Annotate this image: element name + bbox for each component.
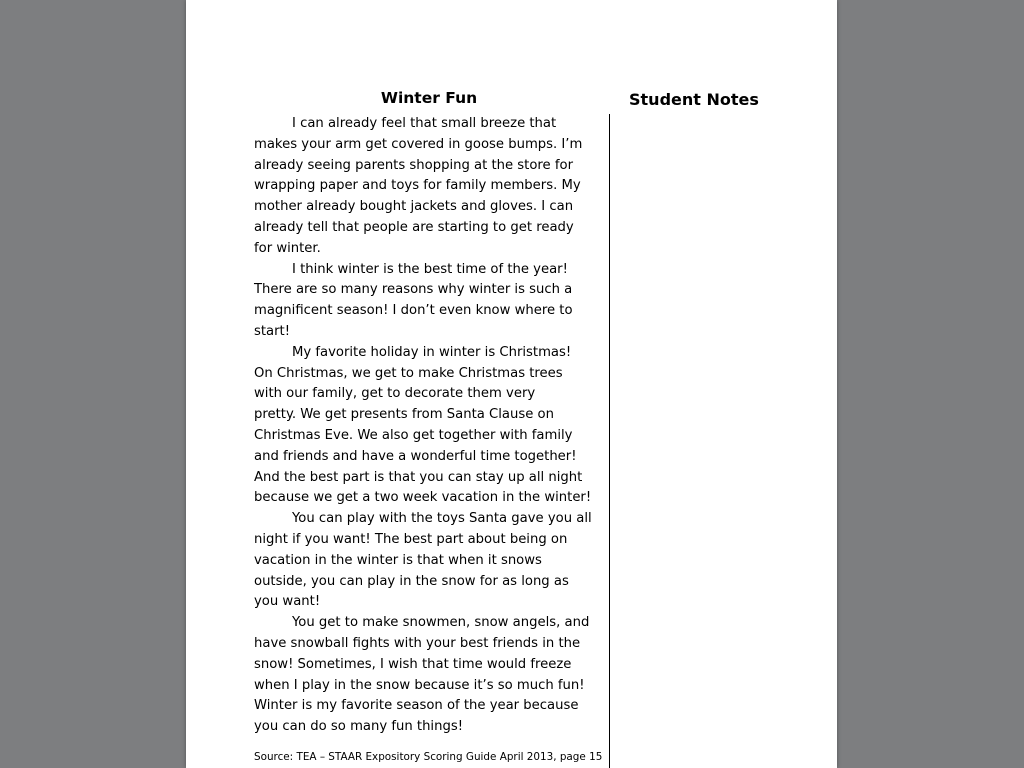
essay-line: You get to make snowmen, snow angels, and [292, 615, 590, 631]
essay-line: I think winter is the best time of the year! [292, 261, 568, 277]
paragraph-5 [254, 613, 606, 738]
essay-line: because we get a two week vacation in the winter! [254, 490, 592, 506]
essay-line: My favorite holiday in winter is Christmas! [292, 344, 572, 360]
essay-line: already seeing parents shopping at the store for [254, 157, 573, 173]
paragraph-3 [254, 343, 606, 509]
essay-line: makes your arm get covered in goose bumps. I’m [254, 136, 583, 152]
essay-line: And the best part is that you can stay up all night [254, 469, 583, 485]
essay-line: vacation in the winter is that when it snows [254, 552, 542, 568]
essay-line: Winter is my favorite season of the year because [254, 698, 579, 714]
paragraph-4 [254, 509, 606, 613]
essay-line: snow! Sometimes, I wish that time would freeze [254, 656, 572, 672]
student-notes-title: Student Notes [629, 90, 759, 109]
essay-line: There are so many reasons why winter is such a [254, 282, 573, 298]
essay-line: you can do so many fun things! [254, 719, 463, 735]
essay-line: mother already bought jackets and gloves. I can [254, 199, 574, 215]
essay-body [254, 114, 606, 738]
essay-line: pretty. We get presents from Santa Clause on [254, 407, 554, 423]
essay-line: when I play in the snow because it’s so much fun! [254, 677, 585, 693]
source-citation: Source: TEA – STAAR Expository Scoring Guide April 2013, page 15 [254, 751, 603, 763]
essay-line: you want! [254, 594, 321, 610]
essay-line: I can already feel that small breeze that [292, 116, 557, 131]
paragraph-2 [254, 260, 606, 343]
essay-line: and friends and have a wonderful time together! [254, 448, 577, 464]
paragraph-1 [254, 114, 606, 260]
essay-title: Winter Fun [380, 89, 478, 107]
essay-line: night if you want! The best part about being on [254, 531, 568, 547]
essay-line: with our family, get to decorate them very [254, 386, 536, 402]
essay-line: On Christmas, we get to make Christmas trees [254, 365, 563, 381]
essay-line: start! [254, 323, 291, 339]
essay-line: magnificent season! I don’t even know where to [254, 303, 573, 319]
document-page [186, 0, 837, 768]
essay-line: Christmas Eve. We also get together with family [254, 427, 573, 443]
essay-line: wrapping paper and toys for family members. My [254, 178, 581, 194]
column-divider [609, 114, 610, 768]
essay-line: outside, you can play in the snow for as long as [254, 573, 569, 589]
essay-line: already tell that people are starting to get ready [254, 219, 574, 235]
essay-line: for winter. [254, 240, 321, 256]
essay-line: have snowball fights with your best friends in the [254, 635, 581, 651]
essay-line: You can play with the toys Santa gave you all [292, 511, 592, 527]
